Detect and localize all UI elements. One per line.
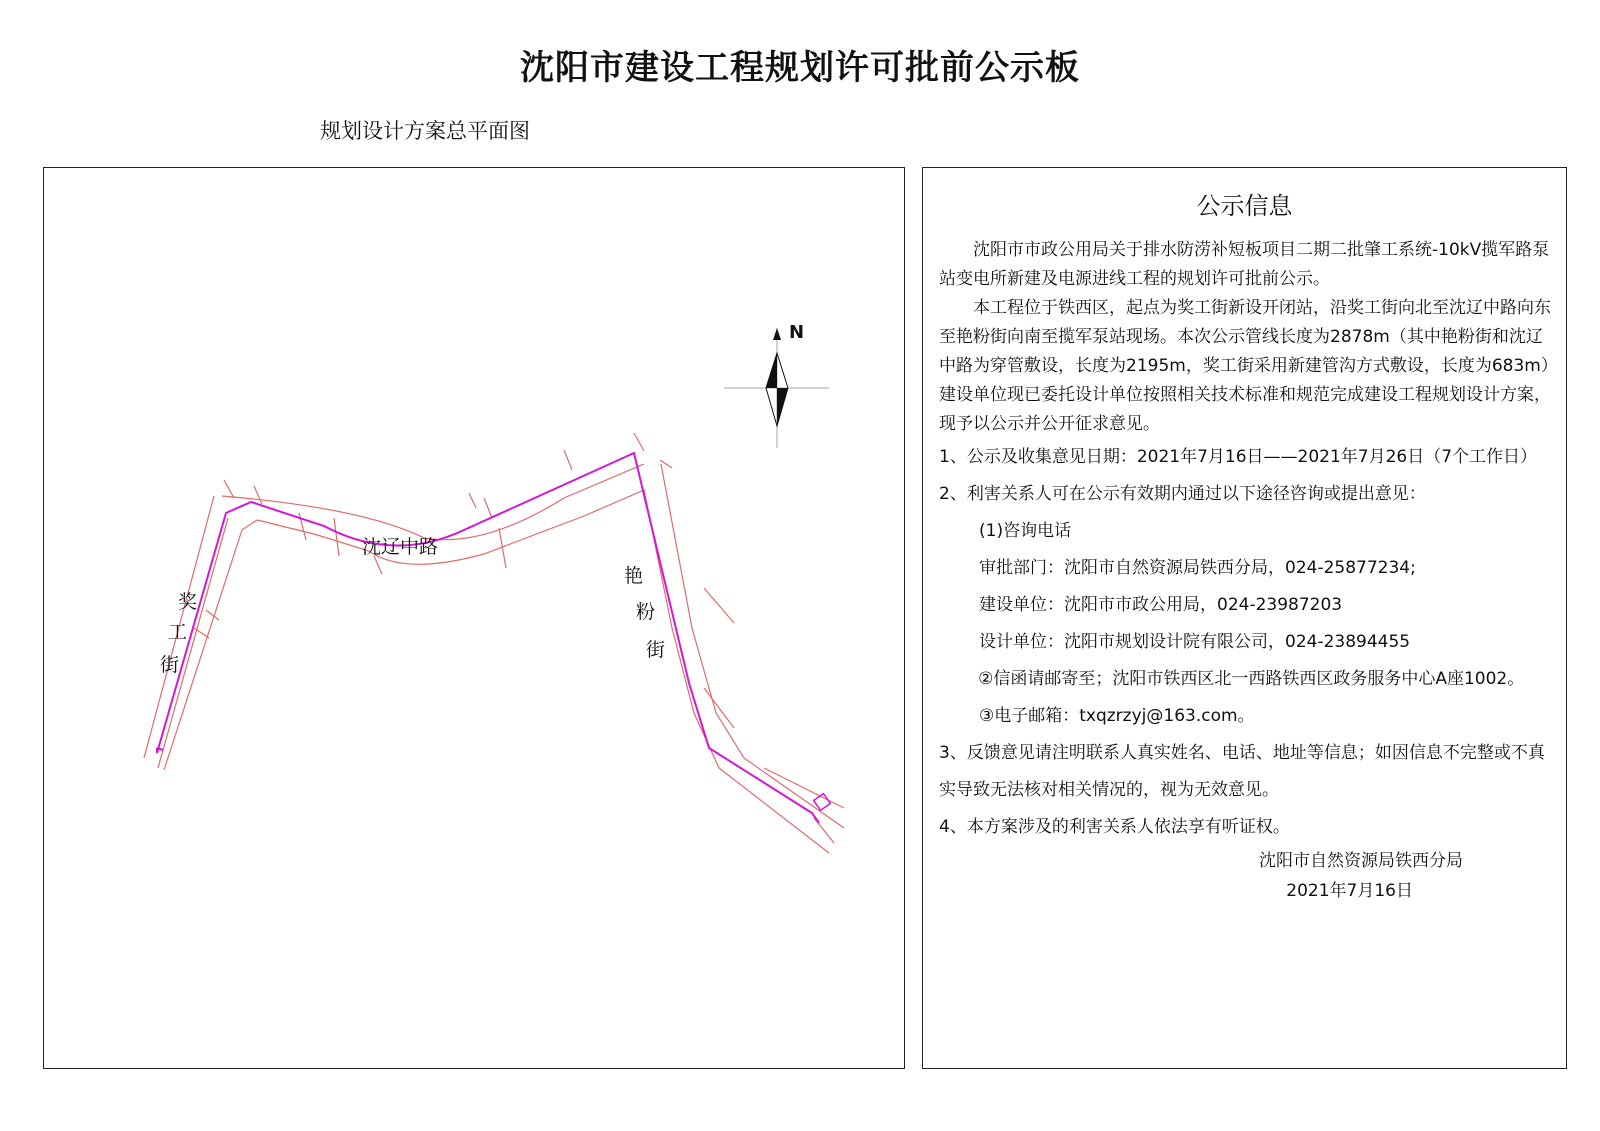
builder-contact: 建设单位：沈阳市市政公用局，024-23987203 bbox=[979, 595, 1343, 615]
designer-contact: 设计单位：沈阳市规划设计院有限公司，024-23894455 bbox=[979, 632, 1411, 652]
map-subtitle: 规划设计方案总平面图 bbox=[320, 119, 530, 143]
road-edge bbox=[164, 520, 257, 770]
road-stub bbox=[334, 518, 339, 556]
approval-contact: 审批部门：沈阳市自然资源局铁西分局，024-25877234; bbox=[979, 558, 1416, 578]
road-label-jianggong-2: 工 bbox=[168, 621, 188, 643]
site-plan-svg bbox=[44, 168, 906, 1070]
road-edge bbox=[661, 464, 844, 828]
road-stub bbox=[634, 433, 644, 451]
road-stub bbox=[704, 688, 734, 728]
road-label-jianggong-1: 奖 bbox=[178, 591, 198, 613]
notice-panel bbox=[922, 167, 1567, 1069]
road-stub bbox=[374, 556, 382, 574]
signature-date: 2021年7月16日 bbox=[1286, 881, 1413, 901]
road-stub bbox=[704, 588, 734, 623]
notice-item-3: 3、反馈意见请注明联系人真实姓名、电话、地址等信息；如因信息不完整或不真实导致无法核对相关情况的，视为无效意见。 bbox=[939, 743, 1545, 800]
road-edge bbox=[158, 518, 228, 768]
north-label: N bbox=[789, 322, 805, 343]
signature: 沈阳市自然资源局铁西分局 bbox=[1259, 851, 1463, 871]
road-edge bbox=[222, 464, 644, 540]
north-arrow-icon bbox=[724, 322, 829, 448]
road-label-yanfen-1: 艳 bbox=[624, 565, 644, 587]
road-stub bbox=[224, 480, 234, 498]
page-title: 沈阳市建设工程规划许可批前公示板 bbox=[520, 48, 1080, 88]
road-label-shenliao: 沈辽中路 bbox=[362, 536, 439, 558]
mail-address: ②信函请邮寄至；沈阳市铁西区北一西路铁西区政务服务中心A座1002。 bbox=[978, 669, 1525, 689]
road-stub bbox=[469, 493, 476, 508]
site-plan-map bbox=[43, 167, 905, 1069]
notice-paragraph-2: 本工程位于铁西区，起点为奖工街新设开闭站，沿奖工街向北至沈辽中路向东至艳粉街向南至揽军泵站现场。本次公示管线长度为2878m（其中艳粉街和沈辽中路为穿管敷设，长度为2195m，奖工街采用新建管沟方式敷设，长度为683m）建设单位现已委托设计单位按照相关技术标准和规范完成建设工程规划设计方案，现予以公示并公开征求意见。 bbox=[939, 298, 1551, 434]
notice-body bbox=[939, 236, 1551, 906]
road-stub bbox=[564, 450, 572, 470]
road-edge bbox=[257, 490, 644, 564]
road-stub bbox=[206, 610, 219, 620]
notice-paragraph-1: 沈阳市市政公用局关于排水防涝补短板项目二期二批肇工系统-10kV揽军路泵站变电所新建及电源进线工程的规划许可批前公示。 bbox=[939, 240, 1550, 289]
email-address: ③电子邮箱：txqzrzyj@163.com。 bbox=[979, 706, 1255, 726]
notice-item-1: 1、公示及收集意见日期：2021年7月16日——2021年7月26日（7个工作日） bbox=[939, 447, 1538, 467]
notice-title: 公示信息 bbox=[1196, 192, 1293, 220]
road-edges bbox=[144, 433, 844, 853]
road-label-yanfen-3: 街 bbox=[646, 639, 666, 661]
road-stub bbox=[299, 513, 306, 540]
notice-item-2: 2、利害关系人可在公示有效期内通过以下途径咨询或提出意见： bbox=[939, 484, 1426, 504]
consult-phone-heading: (1)咨询电话 bbox=[979, 521, 1072, 541]
road-stub bbox=[484, 498, 492, 518]
road-stub bbox=[764, 768, 844, 808]
road-label-yanfen-2: 粉 bbox=[636, 601, 656, 623]
road-label-jianggong-3: 街 bbox=[160, 654, 180, 676]
road-stub bbox=[254, 486, 262, 504]
notice-item-4: 4、本方案涉及的利害关系人依法享有听证权。 bbox=[939, 817, 1290, 837]
